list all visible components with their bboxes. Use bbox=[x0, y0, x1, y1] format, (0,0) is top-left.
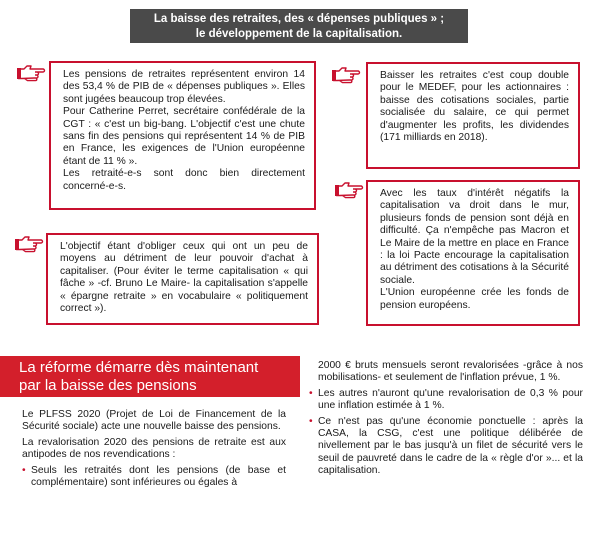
bullet-item: • Ce n'est pas qu'une économie ponctuelle : après la CASA, la CSG, c'est une politique délibérée de nivellement par le bas jusqu'à un filet de sécurité vers le seuil de pauvreté dans le cadre de la « règle d'or »... et la capitalisation. bbox=[309, 416, 583, 478]
paragraph: L'Union européenne crée les fonds de pension européens. bbox=[380, 287, 569, 311]
paragraph: Baisser les retraites c'est coup double pour le MEDEF, pour les actionnaires : baisse des cotisations sociales, partie socialisée du salaire, ce qui permet d'augmenter les profits, les dividendes (171 milliards en 2018). bbox=[380, 70, 569, 144]
right-column bbox=[309, 360, 583, 481]
banner-line-1: La réforme démarre dès maintenant bbox=[19, 359, 259, 376]
header-line-2: le développement de la capitalisation. bbox=[195, 28, 403, 40]
paragraph: L'objectif étant d'obliger ceux qui ont un peu de moyens au détriment de leur pouvoir d'achat à capitaliser. (Pour éviter le terme capitalisation « qui fâche » -cf. Bruno Le Maire- la capitalisation s'appelle « épargne retraite » en vocabulaire « politiquement correct »). bbox=[60, 241, 308, 315]
bullet-item: • Les autres n'auront qu'une revalorisation de 0,3 % pour une inflation estimée à 1 %. bbox=[309, 388, 583, 413]
paragraph: Les pensions de retraites représentent environ 14 des 53,4 % de PIB de « dépenses publiques ». Elles sont jugées beaucoup trop élevées. bbox=[63, 69, 305, 105]
section-banner bbox=[0, 356, 300, 397]
pointing-hand-icon bbox=[14, 235, 44, 253]
text-box-capitalisation-goal bbox=[46, 233, 319, 325]
paragraph: Pour Catherine Perret, secrétaire confédérale de la CGT : « c'est un big-bang. L'objectif c'est une chute sans fin des pensions qui représentent 14 % de PIB en France, les exigences de l'Union européenne étant de 11 % ». bbox=[63, 106, 305, 167]
bullet-continuation: 2000 € bruts mensuels seront revalorisées -grâce à nos mobilisations- et seulement de l'inflation prévue, 1 %. bbox=[318, 360, 583, 384]
text-box-pension-share bbox=[49, 61, 316, 210]
left-column bbox=[22, 409, 286, 492]
paragraph: Les retraité-e-s sont donc bien directement concerné-e-s. bbox=[63, 168, 305, 192]
pointing-hand-icon bbox=[331, 66, 361, 84]
paragraph: Le PLFSS 2020 (Projet de Loi de Financement de la Sécurité sociale) acte une nouvelle baisse des pensions. bbox=[22, 409, 286, 433]
pointing-hand-icon bbox=[16, 64, 46, 82]
paragraph: La revalorisation 2020 des pensions de retraite est aux antipodes de nos revendications : bbox=[22, 436, 286, 461]
section-header bbox=[130, 9, 468, 43]
pointing-hand-icon bbox=[334, 181, 364, 199]
bullet-item: • Seuls les retraités dont les pensions (de base et complémentaire) sont inférieures ou égales à bbox=[22, 465, 286, 490]
text-box-medef bbox=[366, 62, 580, 169]
banner-line-2: par la baisse des pensions bbox=[19, 377, 197, 394]
paragraph: Avec les taux d'intérêt négatifs la capitalisation va droit dans le mur, plusieurs fonds de pension sont déjà en difficulté. Ça n'empêche pas Macron et Le Maire de la mettre en place en France : la loi Pacte encourage la capitalisation au détriment des cotisations à la Sécurité sociale. bbox=[380, 188, 569, 286]
header-line-1: La baisse des retraites, des « dépenses publiques » ; bbox=[153, 13, 445, 25]
text-box-negative-rates bbox=[366, 180, 580, 326]
